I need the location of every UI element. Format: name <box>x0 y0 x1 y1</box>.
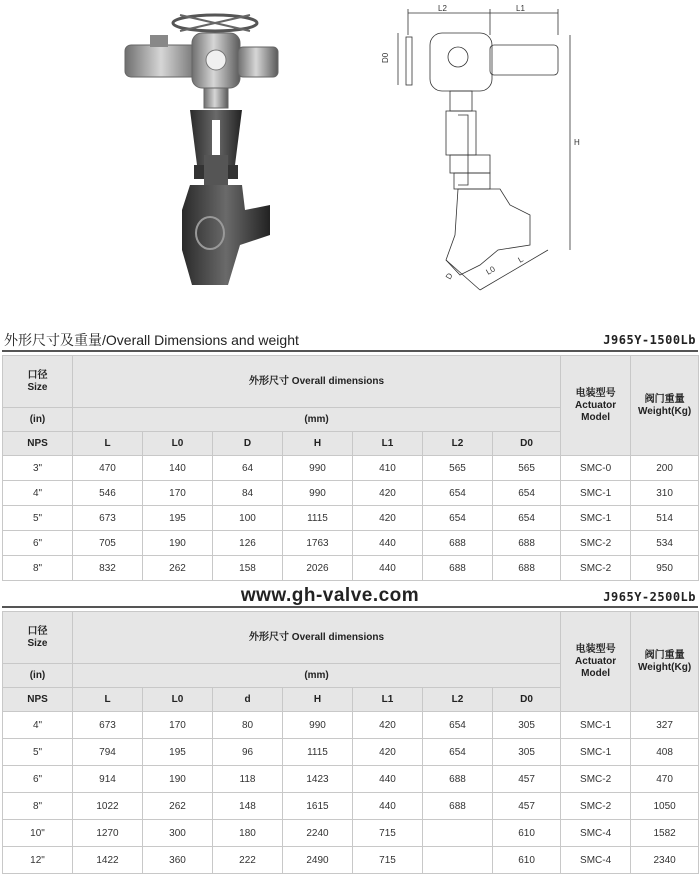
table-cell: 190 <box>143 766 213 793</box>
table-cell: 914 <box>73 766 143 793</box>
table-row <box>3 739 699 766</box>
table-cell: 10" <box>3 820 73 847</box>
table-cell: 715 <box>353 820 423 847</box>
col-d: D <box>213 432 283 456</box>
table-cell: 673 <box>73 506 143 531</box>
table2-model-code: J965Y-2500Lb <box>603 590 696 604</box>
table-cell: SMC-1 <box>561 739 631 766</box>
section-title: 外形尺寸及重量/Overall Dimensions and weight <box>4 332 299 348</box>
table-cell: 470 <box>73 456 143 481</box>
table-cell: 457 <box>493 766 561 793</box>
h-dim-label: H <box>574 138 580 147</box>
actuator-header-en: Actuator <box>575 399 617 411</box>
col-d0: D0 <box>493 688 561 712</box>
size-header-cn: 口径 <box>27 625 48 637</box>
table-cell: 64 <box>213 456 283 481</box>
col-l: L <box>73 688 143 712</box>
table-cell: 715 <box>353 847 423 874</box>
table-cell: 8" <box>3 556 73 581</box>
table-cell: 305 <box>493 712 561 739</box>
table-cell: 190 <box>143 531 213 556</box>
table-row <box>3 847 699 874</box>
table-cell: 170 <box>143 712 213 739</box>
table-cell: 180 <box>213 820 283 847</box>
l1-dim-label: L1 <box>516 5 525 13</box>
table-cell: SMC-1 <box>561 506 631 531</box>
table-cell: 440 <box>353 766 423 793</box>
table-cell: 4" <box>3 481 73 506</box>
table-cell: 1582 <box>631 820 699 847</box>
table-cell: SMC-2 <box>561 766 631 793</box>
table-cell: 1115 <box>283 506 353 531</box>
col-l2: L2 <box>423 432 493 456</box>
table-cell: 794 <box>73 739 143 766</box>
valve-dimension-drawing <box>380 5 590 295</box>
table-cell: 118 <box>213 766 283 793</box>
table-cell: 654 <box>423 712 493 739</box>
actuator-header-model: Model <box>581 411 611 423</box>
col-l2: L2 <box>423 688 493 712</box>
table-cell: 832 <box>73 556 143 581</box>
actuator-header-cn: 电装型号 <box>575 643 616 655</box>
table-cell: 262 <box>143 556 213 581</box>
table-cell: 420 <box>353 712 423 739</box>
table-cell: 140 <box>143 456 213 481</box>
table-cell: SMC-4 <box>561 847 631 874</box>
table-cell: SMC-2 <box>561 793 631 820</box>
table-cell: 222 <box>213 847 283 874</box>
table-cell: 80 <box>213 712 283 739</box>
weight-header <box>631 612 699 712</box>
table-cell: 420 <box>353 506 423 531</box>
table-cell: 327 <box>631 712 699 739</box>
table-row <box>3 481 699 506</box>
table-cell: 84 <box>213 481 283 506</box>
table-cell: SMC-2 <box>561 556 631 581</box>
table-cell: 688 <box>423 766 493 793</box>
col-h: H <box>283 432 353 456</box>
table-cell: 6" <box>3 531 73 556</box>
table-cell: 126 <box>213 531 283 556</box>
table-cell: 170 <box>143 481 213 506</box>
table-cell: SMC-4 <box>561 820 631 847</box>
table-cell: 546 <box>73 481 143 506</box>
table-cell: 534 <box>631 531 699 556</box>
table-row <box>3 506 699 531</box>
table-cell: 2026 <box>283 556 353 581</box>
table-cell: 360 <box>143 847 213 874</box>
table-cell: 1270 <box>73 820 143 847</box>
weight-header-cn: 阀门重量 <box>644 649 685 661</box>
unit-in-header: (in) <box>3 664 73 688</box>
table-cell: 310 <box>631 481 699 506</box>
actuator-header-en: Actuator <box>575 655 617 667</box>
table-cell: 654 <box>423 506 493 531</box>
dimensions-table-1500lb <box>2 355 699 581</box>
col-l0: L0 <box>143 432 213 456</box>
col-d0: D0 <box>493 432 561 456</box>
table-cell: 514 <box>631 506 699 531</box>
table-cell: 96 <box>213 739 283 766</box>
table-cell: 1423 <box>283 766 353 793</box>
table-cell: 1022 <box>73 793 143 820</box>
table-cell: 200 <box>631 456 699 481</box>
weight-header-cn: 阀门重量 <box>644 393 685 405</box>
table-cell: 457 <box>493 793 561 820</box>
table-cell: 688 <box>423 531 493 556</box>
table-row <box>3 531 699 556</box>
table-cell: 688 <box>493 556 561 581</box>
table-cell: 195 <box>143 739 213 766</box>
table-cell: 688 <box>493 531 561 556</box>
table-row <box>3 556 699 581</box>
table-cell: 1050 <box>631 793 699 820</box>
table-cell: 195 <box>143 506 213 531</box>
size-header <box>3 356 73 408</box>
table-cell: 262 <box>143 793 213 820</box>
valve-photo <box>120 5 295 295</box>
table-cell: 565 <box>493 456 561 481</box>
table-cell: 6" <box>3 766 73 793</box>
col-d: d <box>213 688 283 712</box>
unit-mm-header: (mm) <box>73 408 561 432</box>
table-cell: 410 <box>353 456 423 481</box>
weight-header-en: Weight(Kg) <box>638 661 692 673</box>
table-cell: SMC-0 <box>561 456 631 481</box>
table2-top-rule <box>2 606 698 608</box>
size-header-en: Size <box>27 381 48 393</box>
size-header <box>3 612 73 664</box>
size-header-cn: 口径 <box>27 369 48 381</box>
table-row <box>3 766 699 793</box>
col-l: L <box>73 432 143 456</box>
table-cell: 1763 <box>283 531 353 556</box>
table-cell: 440 <box>353 556 423 581</box>
table-cell: 300 <box>143 820 213 847</box>
table-cell: 1615 <box>283 793 353 820</box>
col-nps: NPS <box>3 432 73 456</box>
size-header-en: Size <box>27 637 48 649</box>
table-cell: 12" <box>3 847 73 874</box>
table-cell: 3" <box>3 456 73 481</box>
table-row <box>3 712 699 739</box>
l2-dim-label: L2 <box>438 5 447 13</box>
table-row <box>3 820 699 847</box>
table-cell: SMC-2 <box>561 531 631 556</box>
table-cell: 565 <box>423 456 493 481</box>
table-row <box>3 793 699 820</box>
table-cell: 2490 <box>283 847 353 874</box>
overall-dimensions-header: 外形尺寸 Overall dimensions <box>73 356 561 408</box>
actuator-header <box>561 356 631 456</box>
table-cell: 305 <box>493 739 561 766</box>
table-cell: 688 <box>423 556 493 581</box>
table-cell: 408 <box>631 739 699 766</box>
table-cell <box>423 820 493 847</box>
table-cell: 1422 <box>73 847 143 874</box>
l-dim-label: L <box>516 254 525 265</box>
table-cell: 654 <box>423 739 493 766</box>
col-l1: L1 <box>353 432 423 456</box>
table-cell: 420 <box>353 739 423 766</box>
unit-mm-header: (mm) <box>73 664 561 688</box>
l0-dim-label: L0 <box>484 264 497 277</box>
table-cell: 1115 <box>283 739 353 766</box>
table1-model-code: J965Y-1500Lb <box>603 333 696 347</box>
table-cell: 470 <box>631 766 699 793</box>
table-cell: 420 <box>353 481 423 506</box>
table-cell: 4" <box>3 712 73 739</box>
table-cell: 654 <box>423 481 493 506</box>
table1-top-rule <box>2 350 698 352</box>
table-cell: 990 <box>283 481 353 506</box>
table-cell: 610 <box>493 847 561 874</box>
table-cell: 990 <box>283 712 353 739</box>
table-cell: 158 <box>213 556 283 581</box>
weight-header <box>631 356 699 456</box>
table-cell: 440 <box>353 531 423 556</box>
actuator-header-cn: 电装型号 <box>575 387 616 399</box>
website-url: www.gh-valve.com <box>240 585 420 606</box>
table-cell: 654 <box>493 506 561 531</box>
table-cell: 5" <box>3 739 73 766</box>
table-cell: 673 <box>73 712 143 739</box>
table-cell: 8" <box>3 793 73 820</box>
weight-header-en: Weight(Kg) <box>638 405 692 417</box>
table-cell: 705 <box>73 531 143 556</box>
table-cell: 654 <box>493 481 561 506</box>
table-cell <box>423 847 493 874</box>
table-cell: 2340 <box>631 847 699 874</box>
d0-dim-label: D0 <box>381 52 390 63</box>
table-cell: 950 <box>631 556 699 581</box>
overall-dimensions-header: 外形尺寸 Overall dimensions <box>73 612 561 664</box>
table-cell: 100 <box>213 506 283 531</box>
table-cell: 2240 <box>283 820 353 847</box>
col-l1: L1 <box>353 688 423 712</box>
table-cell: 688 <box>423 793 493 820</box>
table-cell: SMC-1 <box>561 712 631 739</box>
dimensions-table-2500lb <box>2 611 699 874</box>
actuator-header-model: Model <box>581 667 611 679</box>
table-row <box>3 456 699 481</box>
col-h: H <box>283 688 353 712</box>
table-cell: 5" <box>3 506 73 531</box>
table-cell: 148 <box>213 793 283 820</box>
table-cell: 610 <box>493 820 561 847</box>
col-l0: L0 <box>143 688 213 712</box>
col-nps: NPS <box>3 688 73 712</box>
table-cell: 990 <box>283 456 353 481</box>
d-dim-label: D <box>443 271 455 281</box>
unit-in-header: (in) <box>3 408 73 432</box>
actuator-header <box>561 612 631 712</box>
table-cell: SMC-1 <box>561 481 631 506</box>
table-cell: 440 <box>353 793 423 820</box>
